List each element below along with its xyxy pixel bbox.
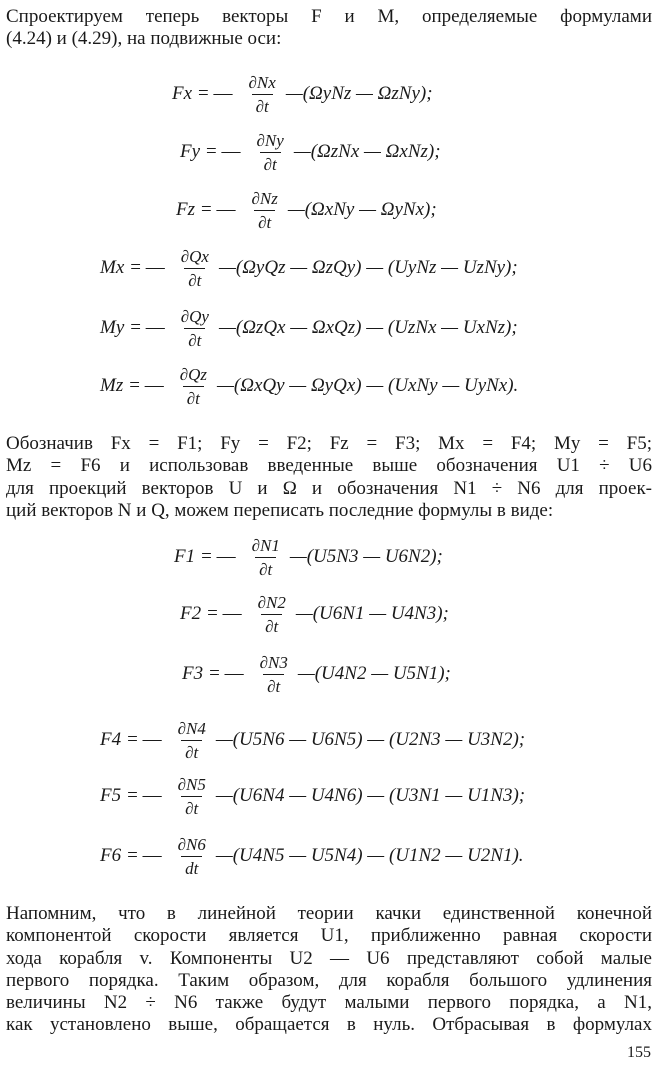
equation-rhs: —(ΩyNz — ΩzNy); (285, 83, 433, 104)
equation-lhs: Fy (180, 141, 201, 162)
equation (180, 590, 449, 638)
equation-lhs: F3 (182, 663, 204, 684)
text-line: величины N2 ÷ N6 также будут малыми первого порядка, а N1, (6, 992, 652, 1014)
equation-lhs: F6 (100, 845, 122, 866)
equation-lhs: Fx (172, 83, 193, 104)
fraction-denominator: ∂t (263, 674, 284, 695)
equation-sign: = — (198, 83, 233, 104)
fraction-numerator: ∂Qy (180, 306, 209, 326)
equation (100, 362, 518, 410)
derivative-fraction (247, 190, 281, 231)
paragraph-linear-theory (6, 903, 652, 1037)
equation-rhs: —(U5N3 — U6N2); (289, 546, 443, 567)
equation-sign: = — (127, 845, 162, 866)
text-line: Спроектируем теперь векторы F и M, определяемые формулами (6, 6, 652, 27)
equation-sign: = — (127, 729, 162, 750)
fraction-numerator: ∂Ny (256, 130, 284, 150)
equation-lhs: Mx (100, 257, 125, 278)
equation-lhs: Mz (100, 375, 124, 396)
equation-rhs: —(ΩyQz — ΩzQy) — (UyNz — UzNy); (218, 257, 518, 278)
equation (176, 186, 437, 234)
page-number: 155 (627, 1044, 651, 1061)
fraction-numerator: ∂Qx (180, 246, 209, 266)
fraction-numerator: ∂N5 (177, 774, 206, 794)
fraction-numerator: ∂Nx (248, 72, 276, 92)
fraction-denominator: ∂t (254, 210, 275, 231)
equation-sign: = — (206, 141, 241, 162)
fraction-numerator: ∂N3 (259, 652, 288, 672)
equation (174, 533, 443, 581)
equation (100, 832, 524, 880)
text-line: компонентой скорости является U1, приближенно равная скорости (6, 925, 652, 947)
text-line: хода корабля v. Компоненты U2 — U6 представляют собой малые (6, 947, 652, 969)
equation (100, 772, 525, 820)
fraction-numerator: ∂N4 (177, 718, 206, 738)
text-line: как установлено выше, обращается в нуль. Отбрасывая в формулах (6, 1014, 652, 1036)
text-line: Обозначив Fx = F1; Fy = F2; Fz = F3; Mx = F4; My = F5; (6, 433, 652, 454)
equation-sign: = — (201, 546, 236, 567)
equation (182, 650, 451, 698)
equation-rhs: —(ΩzQx — ΩxQz) — (UzNx — UxNz); (218, 317, 518, 338)
derivative-fraction (177, 308, 213, 349)
fraction-denominator: ∂t (184, 328, 205, 349)
equation-sign: = — (207, 603, 242, 624)
fraction-denominator: ∂t (252, 94, 273, 115)
fraction-denominator: ∂t (255, 557, 276, 578)
text-line: для проекций векторов U и Ω и обозначения N1 ÷ N6 для проек- (6, 477, 652, 499)
derivative-fraction (177, 248, 213, 289)
equation-sign: = — (130, 317, 165, 338)
fraction-denominator: ∂t (261, 614, 282, 635)
derivative-fraction (248, 537, 284, 578)
equation-sign: = — (127, 785, 162, 806)
equation (180, 128, 441, 176)
derivative-fraction (174, 836, 210, 877)
fraction-numerator: ∂N1 (251, 535, 280, 555)
fraction-numerator: ∂Nz (251, 188, 278, 208)
text-line: Напомним, что в линейной теории качки единственной конечной (6, 903, 652, 924)
derivative-fraction (174, 720, 210, 761)
fraction-denominator: ∂t (183, 386, 204, 407)
equation-sign: = — (130, 257, 165, 278)
equation-sign: = — (129, 375, 164, 396)
derivative-fraction (253, 132, 288, 173)
derivative-fraction (245, 74, 280, 115)
derivative-fraction (254, 594, 290, 635)
equation-lhs: Fz (176, 199, 195, 220)
equation-rhs: —(ΩzNx — ΩxNz); (293, 141, 441, 162)
equation-lhs: F4 (100, 729, 122, 750)
paragraph-notation (6, 433, 652, 522)
equation-lhs: F2 (180, 603, 202, 624)
derivative-fraction (256, 654, 292, 695)
paragraph-intro (6, 6, 652, 51)
equation (100, 304, 518, 352)
equation-sign: = — (201, 199, 236, 220)
equation-rhs: —(ΩxQy — ΩyQx) — (UxNy — UyNx). (217, 375, 519, 396)
equation-lhs: My (100, 317, 125, 338)
equation-sign: = — (209, 663, 244, 684)
fraction-denominator: ∂t (181, 740, 202, 761)
equation-rhs: —(U5N6 — U6N5) — (U2N3 — U3N2); (215, 729, 526, 750)
fraction-denominator: dt (181, 856, 202, 877)
text-line: (4.24) и (4.29), на подвижные оси: (6, 28, 282, 50)
fraction-numerator: ∂N2 (257, 592, 286, 612)
equation-lhs: F5 (100, 785, 122, 806)
equation-rhs: —(ΩxNy — ΩyNx); (287, 199, 437, 220)
text-line: Mz = F6 и использовав введенные выше обозначения U1 ÷ U6 (6, 455, 652, 477)
derivative-fraction (174, 776, 210, 817)
fraction-denominator: ∂t (181, 796, 202, 817)
equation-rhs: —(U4N5 — U5N4) — (U1N2 — U2N1). (215, 845, 524, 866)
fraction-numerator: ∂N6 (177, 834, 206, 854)
equation-rhs: —(U6N4 — U4N6) — (U3N1 — U1N3); (215, 785, 526, 806)
equation (100, 244, 518, 292)
fraction-denominator: ∂t (184, 268, 205, 289)
equation (172, 70, 433, 118)
text-line: ций векторов N и Q, можем переписать последние формулы в виде: (6, 499, 554, 521)
equation-rhs: —(U4N2 — U5N1); (297, 663, 451, 684)
fraction-numerator: ∂Qz (179, 364, 207, 384)
text-line: первого порядка. Таким образом, для корабля большого удлинения (6, 969, 652, 991)
fraction-denominator: ∂t (260, 152, 281, 173)
equation-rhs: —(U6N1 — U4N3); (295, 603, 449, 624)
equation-lhs: F1 (174, 546, 196, 567)
derivative-fraction (176, 366, 211, 407)
equation (100, 716, 525, 764)
